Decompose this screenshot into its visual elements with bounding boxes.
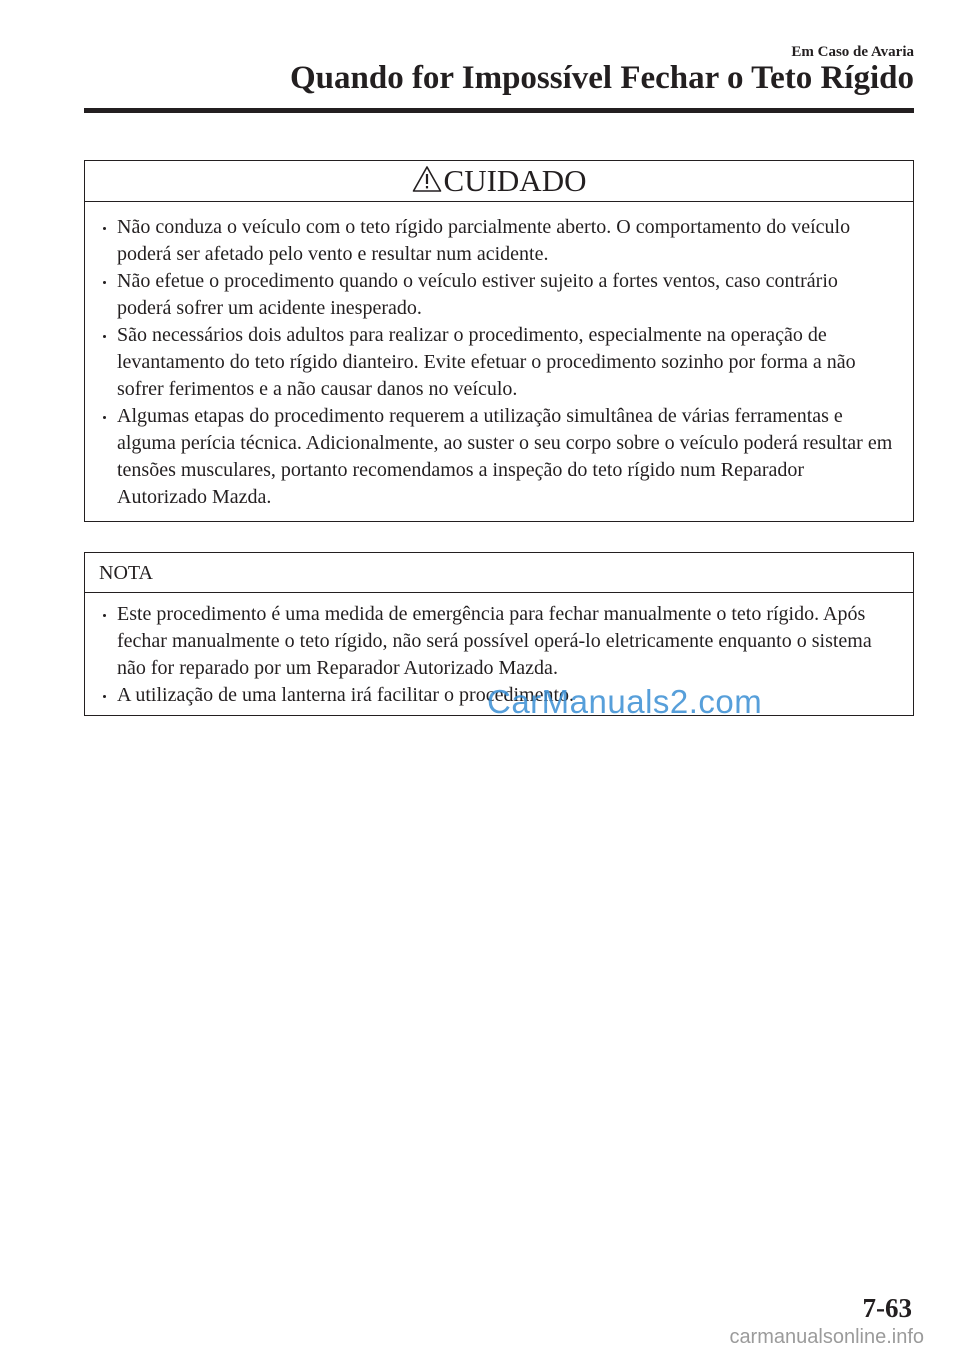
footer-site-link[interactable]: carmanualsonline.info <box>729 1326 924 1348</box>
caution-item: São necessários dois adultos para realizar o procedimento, especialmente na operação de levantamento do teto rígido dianteiro. Evite efetuar o procedimento sozinho por forma a não sofrer ferimentos e a não causar danos no veículo. <box>85 322 893 403</box>
caution-header <box>85 161 913 202</box>
note-item: A utilização de uma lanterna irá facilitar o procedimento. <box>85 682 893 709</box>
caution-list <box>85 202 913 521</box>
caution-title: CUIDADO <box>443 163 587 198</box>
caution-item: Não efetue o procedimento quando o veículo estiver sujeito a fortes ventos, caso contrário poderá sofrer um acidente inesperado. <box>85 268 893 322</box>
note-item: Este procedimento é uma medida de emergência para fechar manualmente o teto rígido. Após fechar manualmente o teto rígido, não será possível operá-lo eletricamente enquanto o sistema não for reparado por um Reparador Autorizado Mazda. <box>85 601 893 682</box>
caution-box <box>84 160 914 522</box>
warning-triangle-icon <box>412 165 442 193</box>
watermark: CarManuals2.com <box>487 683 763 720</box>
section-name: Em Caso de Avaria <box>791 44 914 60</box>
header-divider <box>84 108 914 113</box>
note-header: NOTA <box>85 553 913 593</box>
page-number: 7-63 <box>862 1293 912 1323</box>
caution-item: Não conduza o veículo com o teto rígido parcialmente aberto. O comportamento do veículo poderá ser afetado pelo vento e resultar num acidente. <box>85 214 893 268</box>
page-title: Quando for Impossível Fechar o Teto Rígido <box>289 60 914 96</box>
caution-item: Algumas etapas do procedimento requerem a utilização simultânea de várias ferramentas e alguma perícia técnica. Adicionalmente, ao suster o seu corpo sobre o veículo poderá resultar em tensões musculares, portanto recomendamos a inspeção do teto rígido num Reparador Autorizado Mazda. <box>85 403 893 511</box>
